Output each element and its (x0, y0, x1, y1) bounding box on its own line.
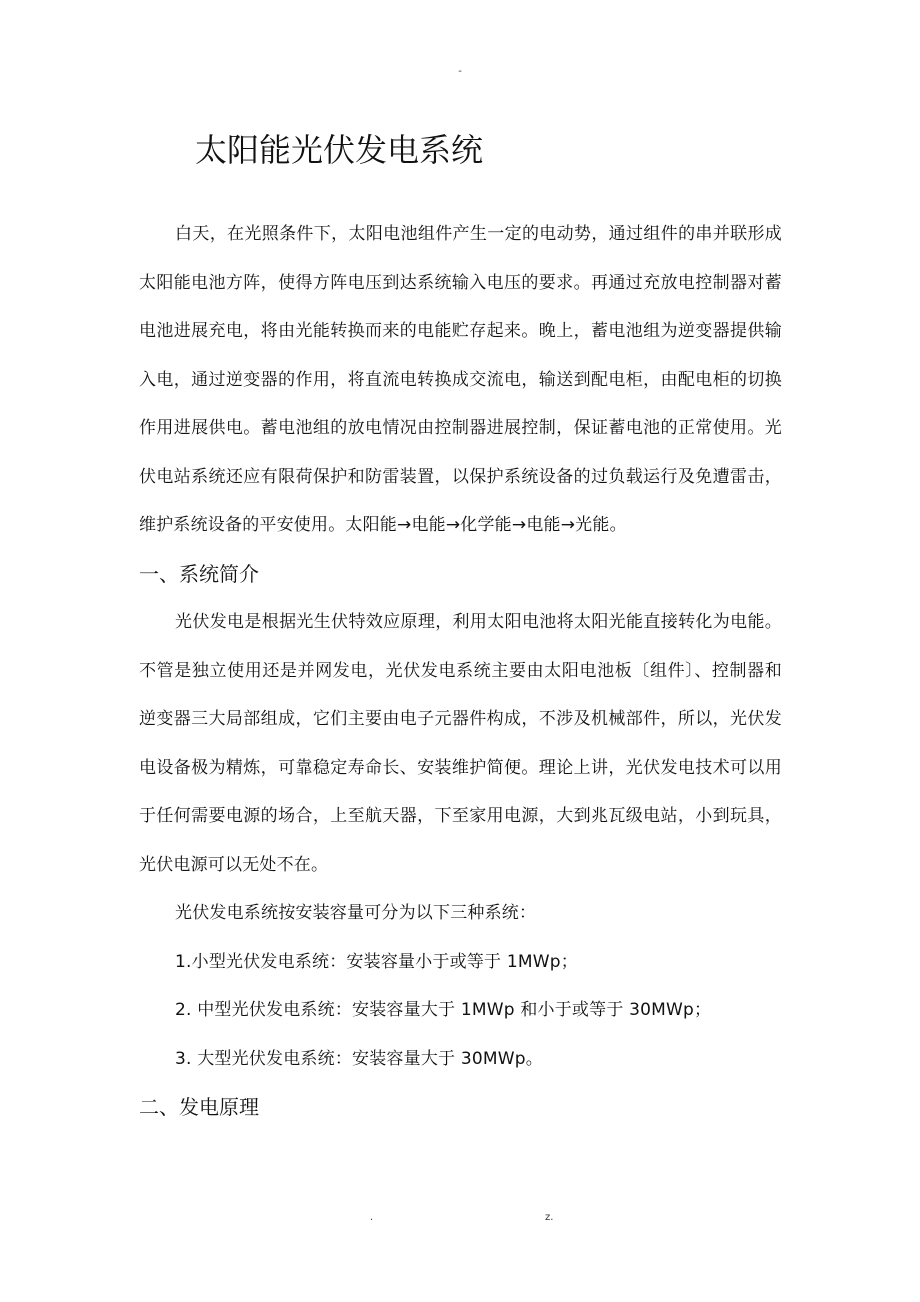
page-title: 太阳能光伏发电系统 (195, 131, 484, 169)
header-mark: - (458, 66, 462, 77)
list-item-small-system: 1.小型光伏发电系统：安装容量小于或等于 1MWp； (175, 951, 578, 972)
overview-paragraph: 光伏发电是根据光生伏特效应原理，利用太阳电池将太阳光能直接转化为电能。不管是独立使用还是并网发电，光伏发电系统主要由太阳电池板〔组件〕、控制器和逆变器三大局部组成，它们主要由电子元器件构成，不涉及机械部件，所以，光伏发电设备极为精炼，可靠稳定寿命长、安装维护简便。理论上讲，光伏发电技术可以用于任何需要电源的场合，上至航天器，下至家用电源，大到兆瓦级电站，小到玩具，光伏电源可以无处不在。 (139, 612, 782, 875)
document-body (139, 210, 782, 1132)
section-heading-overview: 一、系统简介 (139, 561, 259, 586)
intro-paragraph: 白天，在光照条件下，太阳电池组件产生一定的电动势，通过组件的串并联形成太阳能电池方阵，使得方阵电压到达系统输入电压的要求。再通过充放电控制器对蓄电池进展充电，将由光能转换而来的电能贮存起来。晚上，蓄电池组为逆变器提供输入电，通过逆变器的作用，将直流电转换成交流电，输送到配电柜，由配电柜的切换作用进展供电。蓄电池组的放电情况由控制器进展控制，保证蓄电池的正常使用。光伏电站系统还应有限荷保护和防雷装置，以保护系统设备的过负载运行及免遭雷击，维护系统设备的平安使用。太阳能→电能→化学能→电能→光能。 (139, 224, 782, 535)
section-heading-principle: 二、发电原理 (139, 1095, 259, 1119)
list-item-medium-system: 2. 中型光伏发电系统：安装容量大于 1MWp 和小于或等于 30MWp； (175, 1000, 712, 1020)
footer-mark-right: z. (545, 1212, 554, 1223)
classification-paragraph: 光伏发电系统按安装容量可分为以下三种系统： (175, 903, 537, 923)
footer-mark-left: . (370, 1212, 374, 1223)
list-item-large-system: 3. 大型光伏发电系统：安装容量大于 30MWp。 (175, 1048, 543, 1069)
